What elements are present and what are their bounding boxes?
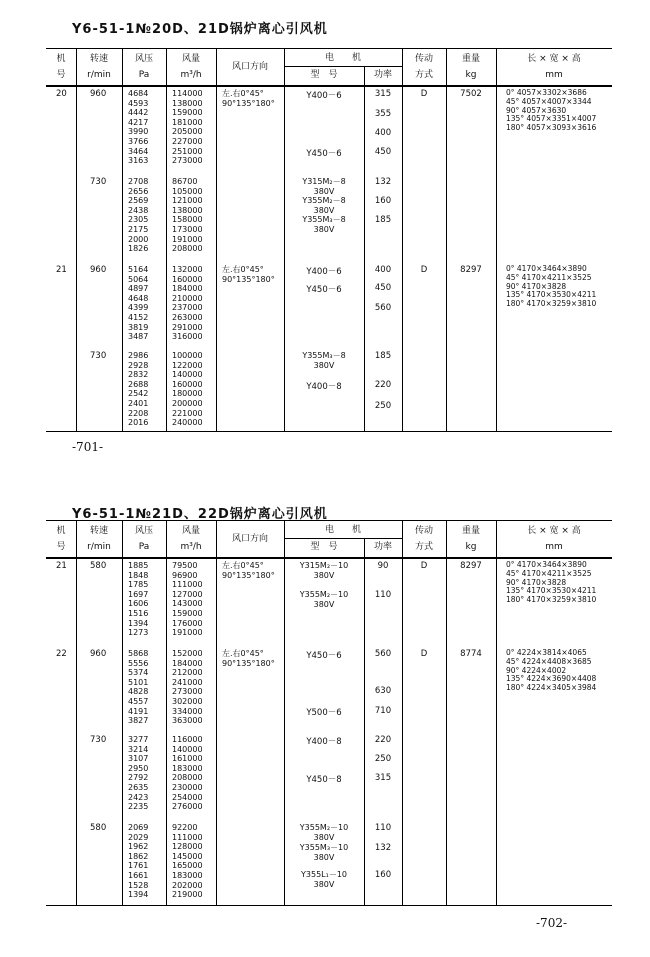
motor-model: Y355L₁－10 380V bbox=[301, 870, 347, 889]
pressure-list: 3277 3214 3107 2950 2792 2635 2423 2235 bbox=[128, 735, 149, 812]
outlet-direction: 左.右0°45° 90°135°180° bbox=[222, 89, 275, 108]
col-motor-header: 电 机 bbox=[324, 525, 361, 535]
flow-list: 79500 96900 111000 127000 143000 159000 176000 191000 bbox=[172, 561, 203, 638]
col-speed-header: 转速 r/min bbox=[87, 54, 111, 80]
drive-type: D bbox=[420, 265, 428, 275]
page-number-1: -701- bbox=[72, 440, 104, 454]
col-weight-header: 重量 kg bbox=[461, 54, 480, 80]
motor-model: Y400－8 bbox=[306, 382, 342, 392]
pressure-list: 2708 2656 2569 2438 2305 2175 2000 1826 bbox=[128, 177, 149, 254]
weight: 7502 bbox=[460, 89, 482, 99]
col-outlet-header: 风口方向 bbox=[231, 534, 268, 544]
dimensions-list: 0° 4057×3302×3686 45° 4057×4007×3344 90° 4057×3630 135° 4057×3351×4007 180° 4057×3093×3616 bbox=[506, 88, 597, 133]
col-dims-header: 长 × 宽 × 高 mm bbox=[527, 54, 581, 80]
flow-list: 116000 140000 161000 183000 208000 230000 254000 276000 bbox=[172, 735, 203, 812]
outlet-direction: 左.右0°45° 90°135°180° bbox=[222, 561, 275, 580]
col-no-header: 机 号 bbox=[56, 54, 66, 80]
motor-power: 220 bbox=[374, 735, 392, 745]
motor-power: 560 bbox=[374, 303, 392, 313]
motor-model: Y450－8 bbox=[306, 775, 342, 785]
col-model-header: 型 号 bbox=[310, 70, 338, 80]
weight: 8297 bbox=[460, 265, 482, 275]
motor-power: 450 bbox=[374, 147, 392, 157]
pressure-list: 1885 1848 1785 1697 1606 1516 1394 1273 bbox=[128, 561, 149, 638]
motor-model: Y400－6 bbox=[306, 91, 342, 101]
dimensions-list: 0° 4170×3464×3890 45° 4170×4211×3525 90° 4170×3828 135° 4170×3530×4211 180° 4170×3259×3810 bbox=[506, 264, 597, 309]
cell-speed: 960 bbox=[90, 89, 107, 99]
page-number-2: -702- bbox=[536, 916, 568, 930]
col-weight-header: 重量 kg bbox=[461, 526, 480, 552]
cell-no: 22 bbox=[56, 649, 67, 659]
motor-power: 450 bbox=[374, 283, 392, 293]
table-title-2: Y6-51-1№21D、22D锅炉离心引风机 bbox=[72, 507, 328, 522]
motor-power: 220 bbox=[374, 380, 392, 390]
col-power-header: 功率 bbox=[373, 542, 392, 552]
motor-model: Y315M₂－10 380V bbox=[299, 561, 349, 580]
flow-list: 114000 138000 159000 181000 205000 227000 251000 273000 bbox=[172, 89, 203, 166]
weight: 8297 bbox=[460, 561, 482, 571]
motor-model: Y400－6 bbox=[306, 267, 342, 277]
col-power-header: 功率 bbox=[373, 70, 392, 80]
motor-power: 250 bbox=[374, 401, 392, 411]
col-pressure-header: 风压 Pa bbox=[134, 526, 153, 552]
motor-model: Y355M₃－8 380V bbox=[302, 351, 346, 370]
motor-model: Y355M₃－8 380V bbox=[302, 215, 346, 234]
col-flow-header: 风量 m³/h bbox=[180, 526, 202, 552]
pressure-list: 5868 5556 5374 5101 4828 4557 4191 3827 bbox=[128, 649, 149, 726]
flow-list: 92200 111000 128000 145000 165000 183000 202000 219000 bbox=[172, 823, 203, 900]
motor-model: Y355M₂－10 380V bbox=[299, 590, 349, 609]
col-drive-header: 传动 方式 bbox=[414, 526, 433, 552]
cell-speed: 960 bbox=[90, 265, 107, 275]
motor-model: Y355M₃－10 380V bbox=[299, 843, 349, 862]
weight: 8774 bbox=[460, 649, 482, 659]
motor-power: 132 bbox=[374, 177, 392, 187]
dimensions-list: 0° 4170×3464×3890 45° 4170×4211×3525 90° 4170×3828 135° 4170×3530×4211 180° 4170×3259×3810 bbox=[506, 560, 597, 605]
motor-power: 355 bbox=[374, 109, 392, 119]
motor-power: 400 bbox=[374, 265, 392, 275]
motor-power: 315 bbox=[374, 89, 392, 99]
table-header bbox=[46, 49, 612, 87]
pressure-list: 4684 4593 4442 4217 3990 3766 3464 3163 bbox=[128, 89, 149, 166]
motor-power: 185 bbox=[374, 215, 392, 225]
cell-speed: 960 bbox=[90, 649, 107, 659]
col-speed-header: 转速 r/min bbox=[87, 526, 111, 552]
drive-type: D bbox=[420, 89, 428, 99]
motor-power: 315 bbox=[374, 773, 392, 783]
cell-no: 21 bbox=[56, 561, 67, 571]
cell-no: 21 bbox=[56, 265, 67, 275]
dimensions-list: 0° 4224×3814×4065 45° 4224×4408×3685 90° 4224×4002 135° 4224×3690×4408 180° 4224×3405×3984 bbox=[506, 648, 597, 693]
motor-power: 110 bbox=[374, 823, 392, 833]
table-title-1: Y6-51-1№20D、21D锅炉离心引风机 bbox=[72, 22, 328, 37]
motor-model: Y450－6 bbox=[306, 285, 342, 295]
drive-type: D bbox=[420, 561, 428, 571]
cell-speed: 580 bbox=[90, 823, 107, 833]
motor-power: 160 bbox=[374, 196, 392, 206]
flow-list: 100000 122000 140000 160000 180000 200000 221000 240000 bbox=[172, 351, 203, 428]
motor-model: Y450－6 bbox=[306, 149, 342, 159]
motor-model: Y315M₂－8 380V bbox=[302, 177, 346, 196]
pressure-list: 2069 2029 1962 1862 1761 1661 1528 1394 bbox=[128, 823, 149, 900]
col-dims-header: 长 × 宽 × 高 mm bbox=[527, 526, 581, 552]
motor-power: 110 bbox=[374, 590, 392, 600]
cell-speed: 730 bbox=[90, 735, 107, 745]
outlet-direction: 左.右0°45° 90°135°180° bbox=[222, 265, 275, 284]
fan-spec-table-2 bbox=[46, 520, 612, 906]
cell-speed: 730 bbox=[90, 351, 107, 361]
pressure-list: 2986 2928 2832 2688 2542 2401 2208 2016 bbox=[128, 351, 149, 428]
col-outlet-header: 风口方向 bbox=[231, 62, 268, 72]
table-header bbox=[46, 521, 612, 559]
motor-power: 185 bbox=[374, 351, 392, 361]
cell-speed: 730 bbox=[90, 177, 107, 187]
col-model-header: 型 号 bbox=[310, 542, 338, 552]
flow-list: 152000 184000 212000 241000 273000 302000 334000 363000 bbox=[172, 649, 203, 726]
motor-power: 132 bbox=[374, 843, 392, 853]
col-pressure-header: 风压 Pa bbox=[134, 54, 153, 80]
col-no-header: 机 号 bbox=[56, 526, 66, 552]
cell-speed: 580 bbox=[90, 561, 107, 571]
motor-model: Y450－6 bbox=[306, 651, 342, 661]
motor-model: Y355M₂－8 380V bbox=[302, 196, 346, 215]
col-flow-header: 风量 m³/h bbox=[180, 54, 202, 80]
motor-power: 160 bbox=[374, 870, 392, 880]
motor-model: Y500－6 bbox=[306, 708, 342, 718]
motor-power: 560 bbox=[374, 649, 392, 659]
flow-list: 132000 160000 184000 210000 237000 263000 291000 316000 bbox=[172, 265, 203, 342]
motor-model: Y400－8 bbox=[306, 737, 342, 747]
pressure-list: 5164 5064 4897 4648 4399 4152 3819 3487 bbox=[128, 265, 149, 342]
motor-model: Y355M₂－10 380V bbox=[299, 823, 349, 842]
motor-power: 630 bbox=[374, 686, 392, 696]
fan-spec-table-1 bbox=[46, 48, 612, 432]
motor-power: 710 bbox=[374, 706, 392, 716]
outlet-direction: 左.右0°45° 90°135°180° bbox=[222, 649, 275, 668]
drive-type: D bbox=[420, 649, 428, 659]
motor-power: 400 bbox=[374, 128, 392, 138]
motor-power: 250 bbox=[374, 754, 392, 764]
col-motor-header: 电 机 bbox=[324, 53, 361, 63]
motor-power: 90 bbox=[377, 561, 389, 571]
col-drive-header: 传动 方式 bbox=[414, 54, 433, 80]
cell-no: 20 bbox=[56, 89, 67, 99]
flow-list: 86700 105000 121000 138000 158000 173000 191000 208000 bbox=[172, 177, 203, 254]
